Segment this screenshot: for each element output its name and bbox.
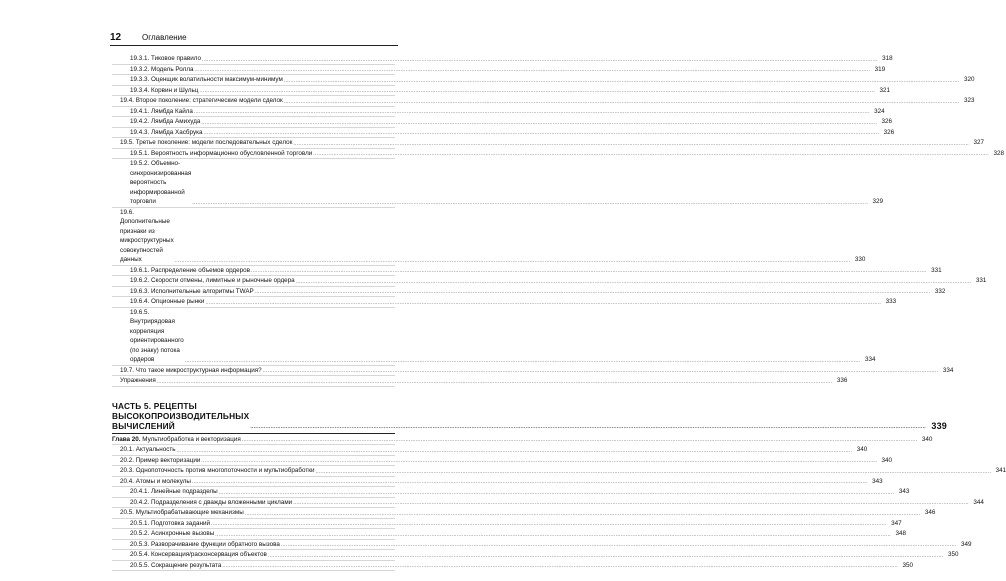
toc-entry-page: 334 <box>864 356 876 363</box>
dot-leader: ................................................................................................................................................................................................................................................................................................................................................................................................................ <box>194 67 871 73</box>
toc-entry-title: 19.4. Второе поколение: стратегические модели сделок <box>120 97 283 104</box>
toc-entry <box>112 487 910 498</box>
dot-leader: ................................................................................................................................................................................................................................................................................................................................................................................................................ <box>201 56 878 63</box>
toc-entry-page: 321 <box>879 86 891 94</box>
toc-entry-title: 19.6.3. Исполнительные алгоритмы TWAP <box>130 287 254 295</box>
toc-entry-title: 19.4.2. Лямбда Амихуда <box>130 118 201 125</box>
part-divider <box>112 433 395 434</box>
toc-entry-page: 349 <box>961 540 972 548</box>
toc-entry <box>112 297 897 308</box>
toc-entry-title: 19.5.1. Вероятность информационно обусловленной торговли <box>130 149 313 157</box>
toc-entry-title: 20.4.1. Линейные подразделы <box>130 488 218 495</box>
toc-entry <box>112 276 987 287</box>
toc-entry-page: 327 <box>973 139 984 146</box>
toc-entry-page: 343 <box>898 488 910 495</box>
toc-entry-title: 19.7. Что такое микроструктурная информация? <box>120 366 262 374</box>
dot-leader: ................................................................................................................................................................................................................................................................................................................................................................................................................ <box>244 510 921 517</box>
toc-entry-title: 19.3.4. Корвин и Шульц <box>130 86 199 94</box>
toc-entry-page: 331 <box>931 266 942 274</box>
dot-leader: ................................................................................................................................................................................................................................................................................................................................................................................................................ <box>210 521 887 527</box>
dot-leader: ................................................................................................................................................................................................................................................................................................................................................................................................................ <box>215 531 891 538</box>
toc-entry <box>112 366 954 377</box>
dot-leader: ................................................................................................................................................................................................................................................................................................................................................................................................................ <box>193 109 870 115</box>
toc-entry-page: 331 <box>975 277 987 284</box>
toc-entry-page: 348 <box>895 530 906 537</box>
toc-entry <box>112 117 893 128</box>
dot-leader: ................................................................................................................................................................................................................................................................................................................................................................................................................ <box>315 468 992 475</box>
toc-entry-page: 350 <box>902 561 913 569</box>
dot-leader: ................................................................................................................................................................................................................................................................................................................................................................................................................ <box>254 289 931 295</box>
toc-entry-title: 19.3.2. Модель Ролла <box>130 65 194 73</box>
toc-entry-title: Упражнения <box>120 377 156 384</box>
toc-entry <box>112 75 975 86</box>
toc-entry-title: 20.5.5. Сокращение результата <box>130 561 222 569</box>
toc-entry-title: 19.4.3. Лямбда Хасбрука <box>130 128 203 136</box>
toc-entry <box>112 561 913 572</box>
dot-leader: ................................................................................................................................................................................................................................................................................................................................................................................................................ <box>174 257 851 264</box>
toc-entry <box>112 208 866 266</box>
toc-entry <box>112 107 885 118</box>
toc-entry-title: 19.5.2. Объемно-синхронизированная вероятность информированной торговли <box>130 160 192 205</box>
toc-entry <box>112 96 975 107</box>
toc-entry-title: 19.6.4. Опционные рынки <box>130 298 205 305</box>
toc-entry <box>112 159 884 208</box>
toc-entry <box>112 466 1006 477</box>
dot-leader: ................................................................................................................................................................................................................................................................................................................................................................................................................ <box>293 140 969 147</box>
toc-entry <box>112 54 893 65</box>
running-title: Оглавление <box>142 32 187 42</box>
dot-leader: ................................................................................................................................................................................................................................................................................................................................................................................................................ <box>191 479 868 485</box>
toc-entry-page: 318 <box>882 55 893 62</box>
toc-entry-title: 19.4.1. Лямбда Кайла <box>130 107 193 115</box>
toc-entry <box>112 456 893 467</box>
toc-section-chapter-19 <box>112 54 1004 387</box>
toc-entry <box>112 138 984 149</box>
toc-entry-page: 340 <box>921 435 933 443</box>
toc-entry-title: 20.2. Пример векторизации <box>120 456 201 464</box>
toc-entry-title: 19.3.1. Тиковое правило <box>130 55 201 62</box>
toc-entry-page: 347 <box>891 519 902 527</box>
toc-entry <box>112 86 891 97</box>
toc-entry <box>112 376 848 387</box>
dot-leader: ................................................................................................................................................................................................................................................................................................................................................................................................................ <box>156 378 833 385</box>
dot-leader: ................................................................................................................................................................................................................................................................................................................................................................................................................ <box>222 563 898 569</box>
toc-entry <box>112 477 883 488</box>
dot-leader: ................................................................................................................................................................................................................................................................................................................................................................................................................ <box>201 458 878 464</box>
toc-entry-title: 19.6.1. Распределение объемов ордеров <box>130 266 250 274</box>
toc-entry-title: 20.5.4. Консервация/расконсервация объектов <box>130 551 267 558</box>
dot-leader: ................................................................................................................................................................................................................................................................................................................................................................................................................ <box>205 299 882 306</box>
section-gap <box>112 387 395 401</box>
dot-leader: ................................................................................................................................................................................................................................................................................................................................................................................................................ <box>293 500 969 506</box>
toc-entry-page: 341 <box>995 467 1006 474</box>
toc-entry <box>112 445 868 456</box>
toc-entry-title: 19.5. Третье поколение: модели последовательных сделок <box>120 139 293 146</box>
dot-leader: ................................................................................................................................................................................................................................................................................................................................................................................................................ <box>199 88 876 94</box>
toc-entry <box>112 287 946 298</box>
toc-entry <box>112 435 933 446</box>
toc-entry <box>112 65 886 76</box>
toc-section-chapter-20 <box>112 435 1006 572</box>
toc-entry <box>112 266 942 277</box>
toc-entry-title: 20.5.1. Подготовка заданий <box>130 519 210 527</box>
toc-entry-page: 320 <box>963 76 975 83</box>
dot-leader: ................................................................................................................................................................................................................................................................................................................................................................................................................ <box>192 199 869 206</box>
part-page-number: 339 <box>931 420 947 431</box>
toc-entry-page: 326 <box>883 128 895 136</box>
dot-leader: ................................................................................................................................................................................................................................................................................................................................................................................................................ <box>250 423 926 430</box>
toc-entry-page: 340 <box>856 446 868 453</box>
toc-entry-page: 319 <box>874 65 886 73</box>
toc-entry-title: 19.3.3. Оценщик волатильности максимум-минимум <box>130 76 283 83</box>
toc-entry-page: 334 <box>942 366 954 374</box>
dot-leader: ................................................................................................................................................................................................................................................................................................................................................................................................................ <box>203 130 880 136</box>
toc-entry <box>112 540 972 551</box>
toc-entry-page: 329 <box>872 198 884 205</box>
toc-entry-page: 323 <box>963 97 975 104</box>
toc-entry <box>112 128 895 139</box>
header-divider <box>110 45 398 46</box>
dot-leader: ................................................................................................................................................................................................................................................................................................................................................................................................................ <box>295 278 972 285</box>
dot-leader: ................................................................................................................................................................................................................................................................................................................................................................................................................ <box>283 98 960 105</box>
toc-entry <box>112 498 984 509</box>
toc-entry-page: 344 <box>973 498 984 506</box>
toc-entry-title: 20.5.3. Разворачивание функции обратного вызова <box>130 540 280 548</box>
chapter-prefix: Глава 20. <box>112 435 141 443</box>
toc-entry-page: 340 <box>881 456 893 464</box>
dot-leader: ................................................................................................................................................................................................................................................................................................................................................................................................................ <box>241 437 918 443</box>
dot-leader: ................................................................................................................................................................................................................................................................................................................................................................................................................ <box>250 268 927 274</box>
running-header <box>110 30 398 44</box>
dot-leader: ................................................................................................................................................................................................................................................................................................................................................................................................................ <box>176 447 853 454</box>
toc-entry-title: 20.1. Актуальность <box>120 446 176 453</box>
toc-entry-page: 346 <box>924 509 936 516</box>
part-heading <box>112 400 947 431</box>
toc-entry-page: 328 <box>993 149 1004 157</box>
dot-leader: ................................................................................................................................................................................................................................................................................................................................................................................................................ <box>267 552 944 559</box>
toc-entry-title: 19.6.5. Внутрирядовая корреляция ориентированного (по знаку) потока ордеров <box>130 308 184 363</box>
toc-entry <box>112 508 936 519</box>
dot-leader: ................................................................................................................................................................................................................................................................................................................................................................................................................ <box>218 489 895 496</box>
toc-entry-page: 324 <box>874 107 885 115</box>
toc-entry <box>112 550 959 561</box>
toc-entry <box>112 149 1004 160</box>
toc-entry-title: 20.3. Однопоточность против многопоточности и мультиобработки <box>120 467 315 474</box>
dot-leader: ................................................................................................................................................................................................................................................................................................................................................................................................................ <box>201 119 878 126</box>
dot-leader: ................................................................................................................................................................................................................................................................................................................................................................................................................ <box>280 542 957 548</box>
toc-entry-title: 20.4. Атомы и молекулы <box>120 477 191 485</box>
toc-entry <box>112 519 902 530</box>
dot-leader: ................................................................................................................................................................................................................................................................................................................................................................................................................ <box>184 357 861 364</box>
toc-entry-page: 330 <box>854 256 866 263</box>
toc-entry-page: 326 <box>881 118 893 125</box>
toc-entry-page: 343 <box>872 477 883 485</box>
toc-entry <box>112 308 876 366</box>
toc-entry-page: 350 <box>948 551 959 558</box>
chapter-title: Мультиобработка и векторизация <box>140 435 241 443</box>
toc-entry-title: 20.4.2. Подразделения с дважды вложенными циклами <box>130 498 293 506</box>
toc-entry-title: 20.5. Мультиобрабатывающие механизмы <box>120 509 244 516</box>
toc-entry-title: 20.5.2. Асинхронные вызовы <box>130 530 215 537</box>
toc-entry-page: 332 <box>934 287 946 295</box>
page-number: 12 <box>110 31 122 43</box>
dot-leader: ................................................................................................................................................................................................................................................................................................................................................................................................................ <box>313 151 989 157</box>
table-of-contents <box>112 54 1006 571</box>
toc-entry-title <box>112 435 241 445</box>
dot-leader: ................................................................................................................................................................................................................................................................................................................................................................................................................ <box>283 77 960 84</box>
toc-entry-page: 333 <box>885 298 897 305</box>
toc-entry <box>112 529 906 540</box>
part-title: ЧАСТЬ 5. РЕЦЕПТЫ ВЫСОКОПРОИЗВОДИТЕЛЬНЫХ ВЫЧИСЛЕНИЙ <box>112 400 250 431</box>
toc-entry-title: 19.6. Дополнительные признаки из микроструктурных совокупностей данных <box>120 208 174 263</box>
dot-leader: ................................................................................................................................................................................................................................................................................................................................................................................................................ <box>262 368 939 374</box>
toc-entry-title: 19.6.2. Скорости отмены, лимитные и рыночные ордера <box>130 277 295 284</box>
toc-entry-page: 336 <box>836 377 848 384</box>
